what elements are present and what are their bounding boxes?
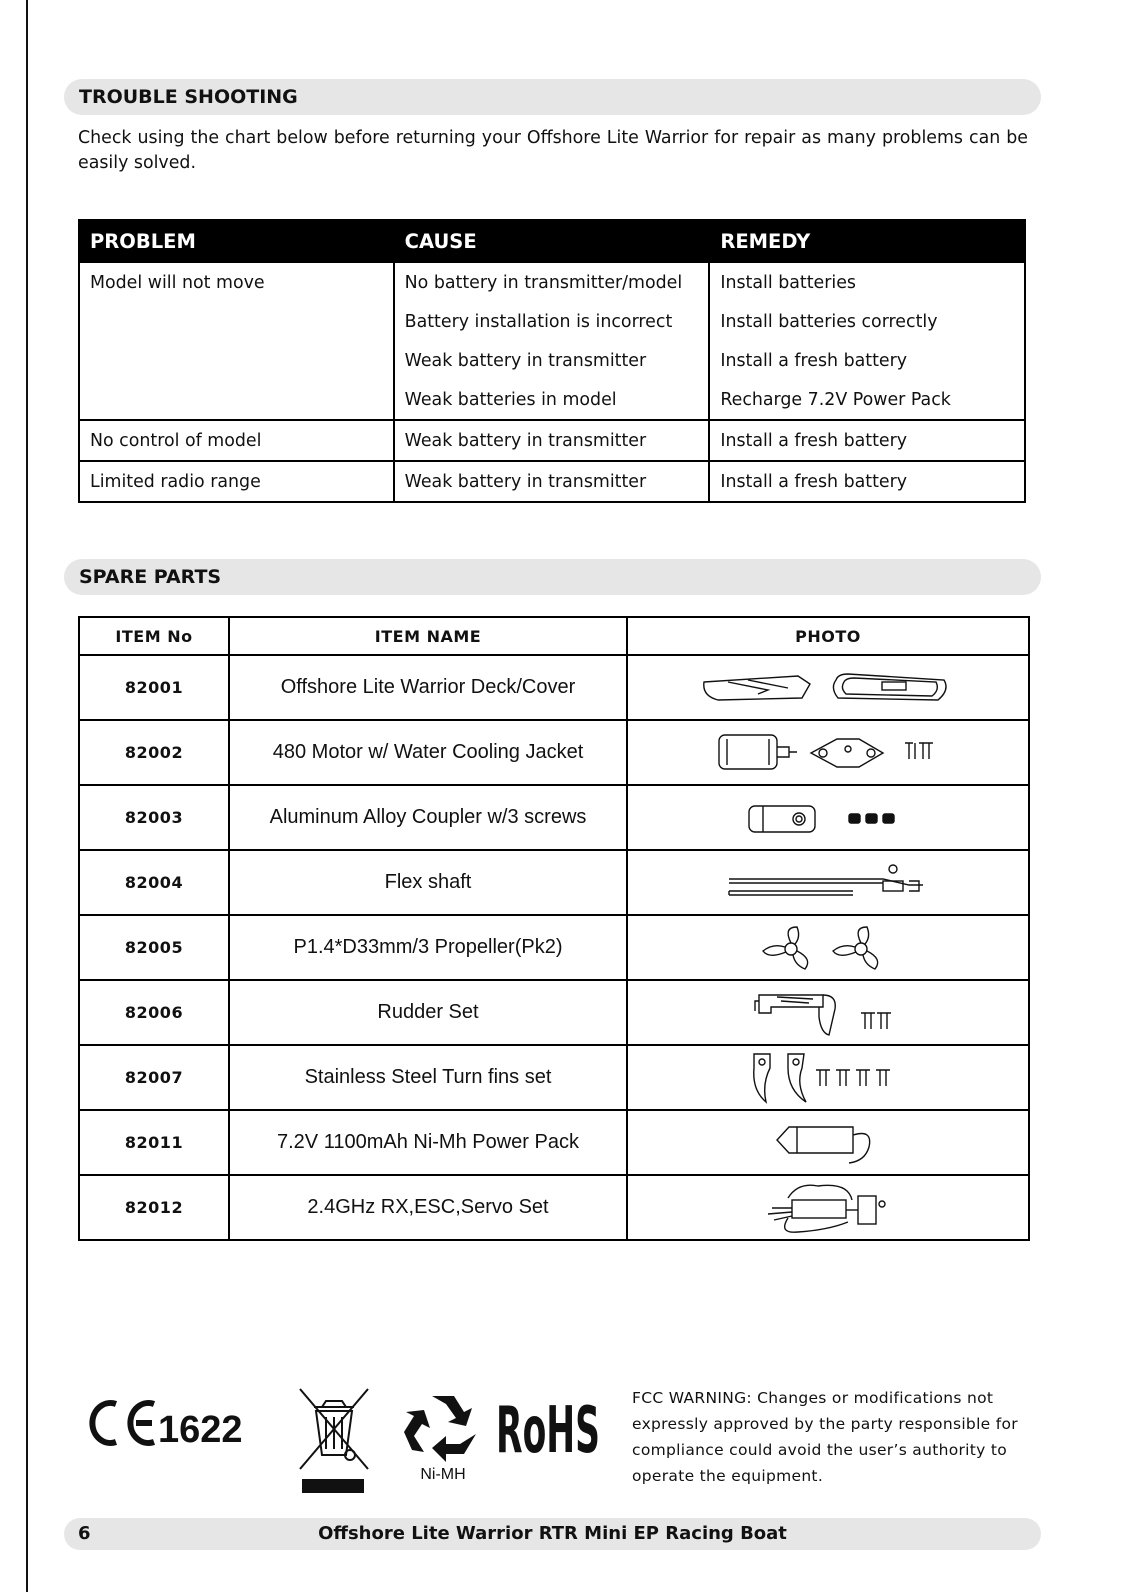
cause-cell: Weak batteries in model [394, 380, 710, 420]
table-row [79, 461, 1025, 502]
table-row [79, 341, 1025, 380]
coupler-icon [627, 785, 1029, 850]
item-number: 82003 [79, 785, 229, 850]
header-photo: PHOTO [627, 617, 1029, 655]
ce-number: 1622 [158, 1409, 243, 1451]
problem-cell [79, 380, 394, 420]
turn-fins-icon [627, 1045, 1029, 1110]
cause-cell: Weak battery in transmitter [394, 420, 710, 461]
table-row [79, 720, 1029, 785]
header-cause: CAUSE [394, 220, 710, 262]
cause-cell: Weak battery in transmitter [394, 341, 710, 380]
remedy-cell: Install a fresh battery [709, 420, 1025, 461]
item-number: 82001 [79, 655, 229, 720]
nimh-label: Ni-MH [420, 1466, 466, 1483]
item-number: 82006 [79, 980, 229, 1045]
item-number: 82002 [79, 720, 229, 785]
recycle-icon [402, 1390, 484, 1468]
item-name: 2.4GHz RX,ESC,Servo Set [229, 1175, 627, 1240]
rohs-text: RoHS [496, 1394, 600, 1468]
propeller-icon [627, 915, 1029, 980]
table-row [79, 262, 1025, 302]
page-edge-rule [26, 0, 28, 1592]
troubleshooting-table [78, 219, 1026, 503]
spare-parts-heading: SPARE PARTS [64, 559, 1041, 595]
table-row [79, 915, 1029, 980]
table-row [79, 1045, 1029, 1110]
rudder-icon [627, 980, 1029, 1045]
item-number: 82011 [79, 1110, 229, 1175]
item-name: 7.2V 1100mAh Ni-Mh Power Pack [229, 1110, 627, 1175]
table-row [79, 980, 1029, 1045]
footer [64, 1518, 1041, 1550]
battery-pack-icon [627, 1110, 1029, 1175]
item-number: 82012 [79, 1175, 229, 1240]
table-row [79, 380, 1025, 420]
item-name: Aluminum Alloy Coupler w/3 screws [229, 785, 627, 850]
hull-deck-icon [627, 655, 1029, 720]
problem-cell [79, 341, 394, 380]
spare-parts-header-row [79, 617, 1029, 655]
header-problem: PROBLEM [79, 220, 394, 262]
spare-parts-table [78, 616, 1030, 1241]
table-row [79, 1175, 1029, 1240]
item-name: Stainless Steel Turn fins set [229, 1045, 627, 1110]
motor-icon [627, 720, 1029, 785]
flex-shaft-icon [627, 850, 1029, 915]
problem-cell [79, 302, 394, 341]
table-row [79, 655, 1029, 720]
remedy-cell: Install a fresh battery [709, 341, 1025, 380]
item-name: Rudder Set [229, 980, 627, 1045]
item-name: 480 Motor w/ Water Cooling Jacket [229, 720, 627, 785]
cause-cell: Weak battery in transmitter [394, 461, 710, 502]
problem-cell: Model will not move [79, 262, 394, 302]
remedy-cell: Recharge 7.2V Power Pack [709, 380, 1025, 420]
cause-cell: No battery in transmitter/model [394, 262, 710, 302]
table-row [79, 302, 1025, 341]
rx-esc-servo-icon [627, 1175, 1029, 1240]
troubleshooting-heading: TROUBLE SHOOTING [64, 79, 1041, 115]
ce-mark-logo [88, 1396, 258, 1454]
item-name: Offshore Lite Warrior Deck/Cover [229, 655, 627, 720]
troubleshooting-intro: Check using the chart below before returning your Offshore Lite Warrior for repair as many problems can be easily solved. [78, 128, 1028, 173]
troubleshooting-header-row [79, 220, 1025, 262]
item-name: Flex shaft [229, 850, 627, 915]
remedy-cell: Install a fresh battery [709, 461, 1025, 502]
rohs-logo [496, 1394, 606, 1468]
header-item-name: ITEM NAME [229, 617, 627, 655]
weee-bin-icon [296, 1385, 372, 1497]
table-row [79, 420, 1025, 461]
item-number: 82005 [79, 915, 229, 980]
item-number: 82007 [79, 1045, 229, 1110]
fcc-warning: FCC WARNING: Changes or modifications not expressly approved by the party responsible for compliance could avoid the user’s authority to operate the equipment. [632, 1389, 1018, 1485]
cause-cell: Battery installation is incorrect [394, 302, 710, 341]
page-number: 6 [78, 1523, 91, 1544]
table-row [79, 1110, 1029, 1175]
item-number: 82004 [79, 850, 229, 915]
header-item-no: ITEM No [79, 617, 229, 655]
table-row [79, 785, 1029, 850]
remedy-cell: Install batteries [709, 262, 1025, 302]
problem-cell: Limited radio range [79, 461, 394, 502]
problem-cell: No control of model [79, 420, 394, 461]
table-row [79, 850, 1029, 915]
footer-title: Offshore Lite Warrior RTR Mini EP Racing Boat [318, 1523, 787, 1544]
header-remedy: REMEDY [709, 220, 1025, 262]
item-name: P1.4*D33mm/3 Propeller(Pk2) [229, 915, 627, 980]
remedy-cell: Install batteries correctly [709, 302, 1025, 341]
